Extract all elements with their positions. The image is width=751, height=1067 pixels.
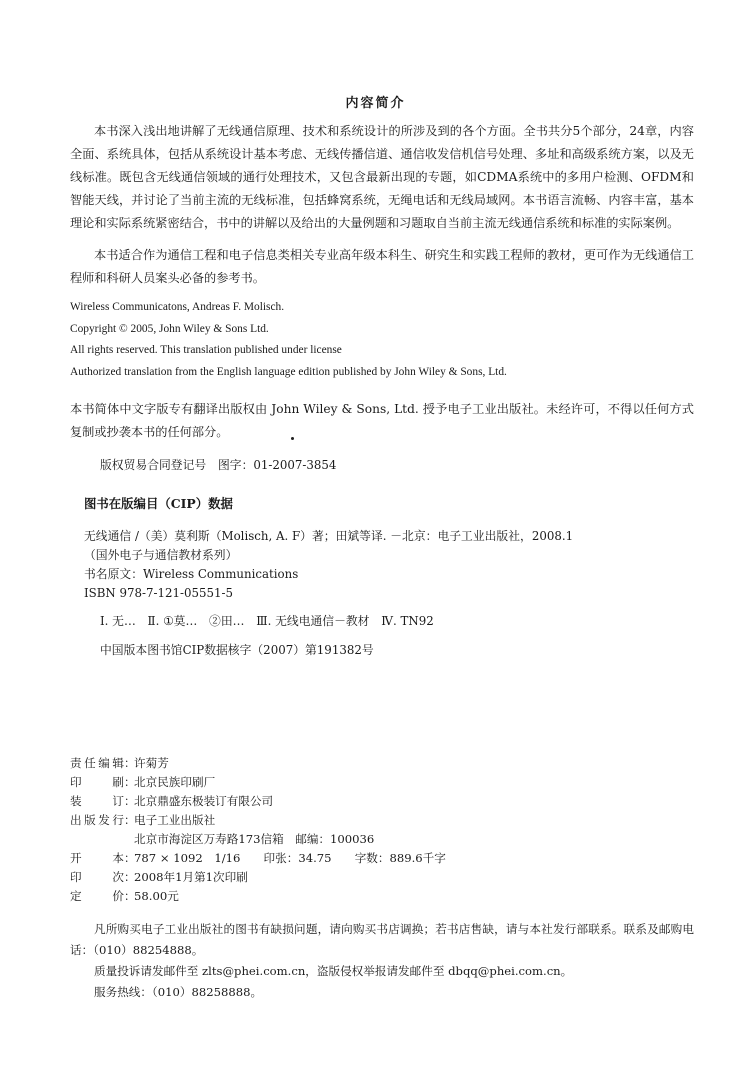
english-line: Authorized translation from the English language edition published by John Wiley & Sons, Ltd.	[70, 365, 507, 378]
credit-row	[70, 830, 446, 849]
credit-value: 北京民族印刷厂	[134, 775, 216, 789]
authorization-text: 本书简体中文字版专有翻译出版权由 John Wiley & Sons, Ltd. 授予电子工业出版社。未经许可，不得以任何方式复制或抄袭本书的任何部分。	[70, 402, 694, 439]
cip-line: ISBN 978-7-121-05551-5	[84, 586, 233, 600]
credit-value: 2008年1月第1次印刷	[134, 870, 248, 884]
copyright-registration: 版权贸易合同登记号 图字：01-2007-3854	[100, 458, 337, 472]
summary-paragraph-2: 本书适合作为通信工程和电子信息类相关专业高年级本科生、研究生和实践工程师的教材，更可作为无线通信工程师和科研人员案头必备的参考书。	[70, 248, 694, 285]
credit-value: 787 × 1092 1/16 印张：34.75 字数：889.6千字	[134, 851, 446, 865]
cip-line: 无线通信 /（美）莫利斯（Molisch, A. F）著；田斌等译. －北京：电子工业出版社，2008.1	[84, 529, 574, 543]
service-hotline-line: 服务热线：（010）88258888。	[94, 985, 263, 999]
cip-classification: I. 无… Ⅱ. ①莫… ②田… Ⅲ. 无线电通信－教材 Ⅳ. TN92	[100, 614, 434, 628]
credit-row: 印 次 ： 2008年1月第1次印刷	[70, 868, 446, 887]
credit-value: 电子工业出版社	[134, 813, 216, 827]
credit-row: 责任编辑 ： 许菊芳	[70, 754, 446, 773]
english-line: Copyright © 2005, John Wiley & Sons Ltd.	[70, 322, 269, 335]
summary-paragraph-1: 本书深入浅出地讲解了无线通信原理、技术和系统设计的所涉及到的各个方面。全书共分5个部分，24章，内容全面、系统具体，包括从系统设计基本考虑、无线传播信道、通信收发信机信号处理、多址和高级系统方案，以及无线标准。既包含无线通信领域的通行处理技术，又包含最新出现的专题，如CDMA系统中的多用户检测、OFDM和智能天线，并讨论了当前主流的无线标准，包括蜂窝系统，无绳电话和无线局域网。本书语言流畅、内容丰富，基本理论和实际系统紧密结合，书中的讲解以及给出的大量例题和习题取自当前主流无线通信系统和标准的实际案例。	[70, 124, 694, 230]
credits-block	[70, 754, 446, 906]
english-line: All rights reserved. This translation published under license	[70, 344, 342, 356]
credit-label: 装 订	[70, 794, 124, 808]
credit-row: 开 本 ： 787 × 1092 1/16 印张：34.75 字数：889.6千字	[70, 849, 446, 868]
credit-label: 印 次	[70, 870, 124, 884]
credit-value: 58.00元	[134, 889, 179, 903]
credit-label: 出版发行	[70, 813, 124, 827]
print-speck	[291, 437, 294, 440]
credit-label: 责任编辑	[70, 756, 124, 770]
page-title: 内容简介	[345, 96, 406, 111]
cip-line: 书名原文：Wireless Communications	[84, 567, 299, 581]
credit-value: 北京市海淀区万寿路173信箱 邮编：100036	[134, 832, 375, 846]
credit-row: 出版发行 ： 电子工业出版社	[70, 811, 446, 830]
credit-label: 印 刷	[70, 775, 124, 789]
notice-paragraph: 凡所购买电子工业出版社的图书有缺损问题，请向购买书店调换；若书店售缺，请与本社发行部联系。联系及邮购电话：（010）88254888。	[70, 922, 694, 957]
credit-label: 开 本	[70, 851, 124, 865]
english-line: Wireless Communicatons, Andreas F. Molisch.	[70, 301, 285, 313]
credit-label: 定 价	[70, 889, 124, 903]
cip-record-number: 中国版本图书馆CIP数据核字（2007）第191382号	[100, 643, 374, 657]
cip-line: （国外电子与通信教材系列）	[84, 548, 238, 562]
english-copyright-block	[70, 297, 694, 383]
credit-row: 装 订 ： 北京鼎盛东极装订有限公司	[70, 792, 446, 811]
credit-value: 北京鼎盛东极装订有限公司	[134, 794, 274, 808]
credit-row: 定 价 ： 58.00元	[70, 887, 446, 906]
credit-row: 印 刷 ： 北京民族印刷厂	[70, 773, 446, 792]
cip-heading: 图书在版编目（CIP）数据	[84, 496, 233, 511]
credit-value: 许菊芳	[134, 756, 169, 770]
complaint-email-line: 质量投诉请发邮件至 zlts@phei.com.cn，盗版侵权举报请发邮件至 dbqq@phei.com.cn。	[94, 964, 573, 978]
